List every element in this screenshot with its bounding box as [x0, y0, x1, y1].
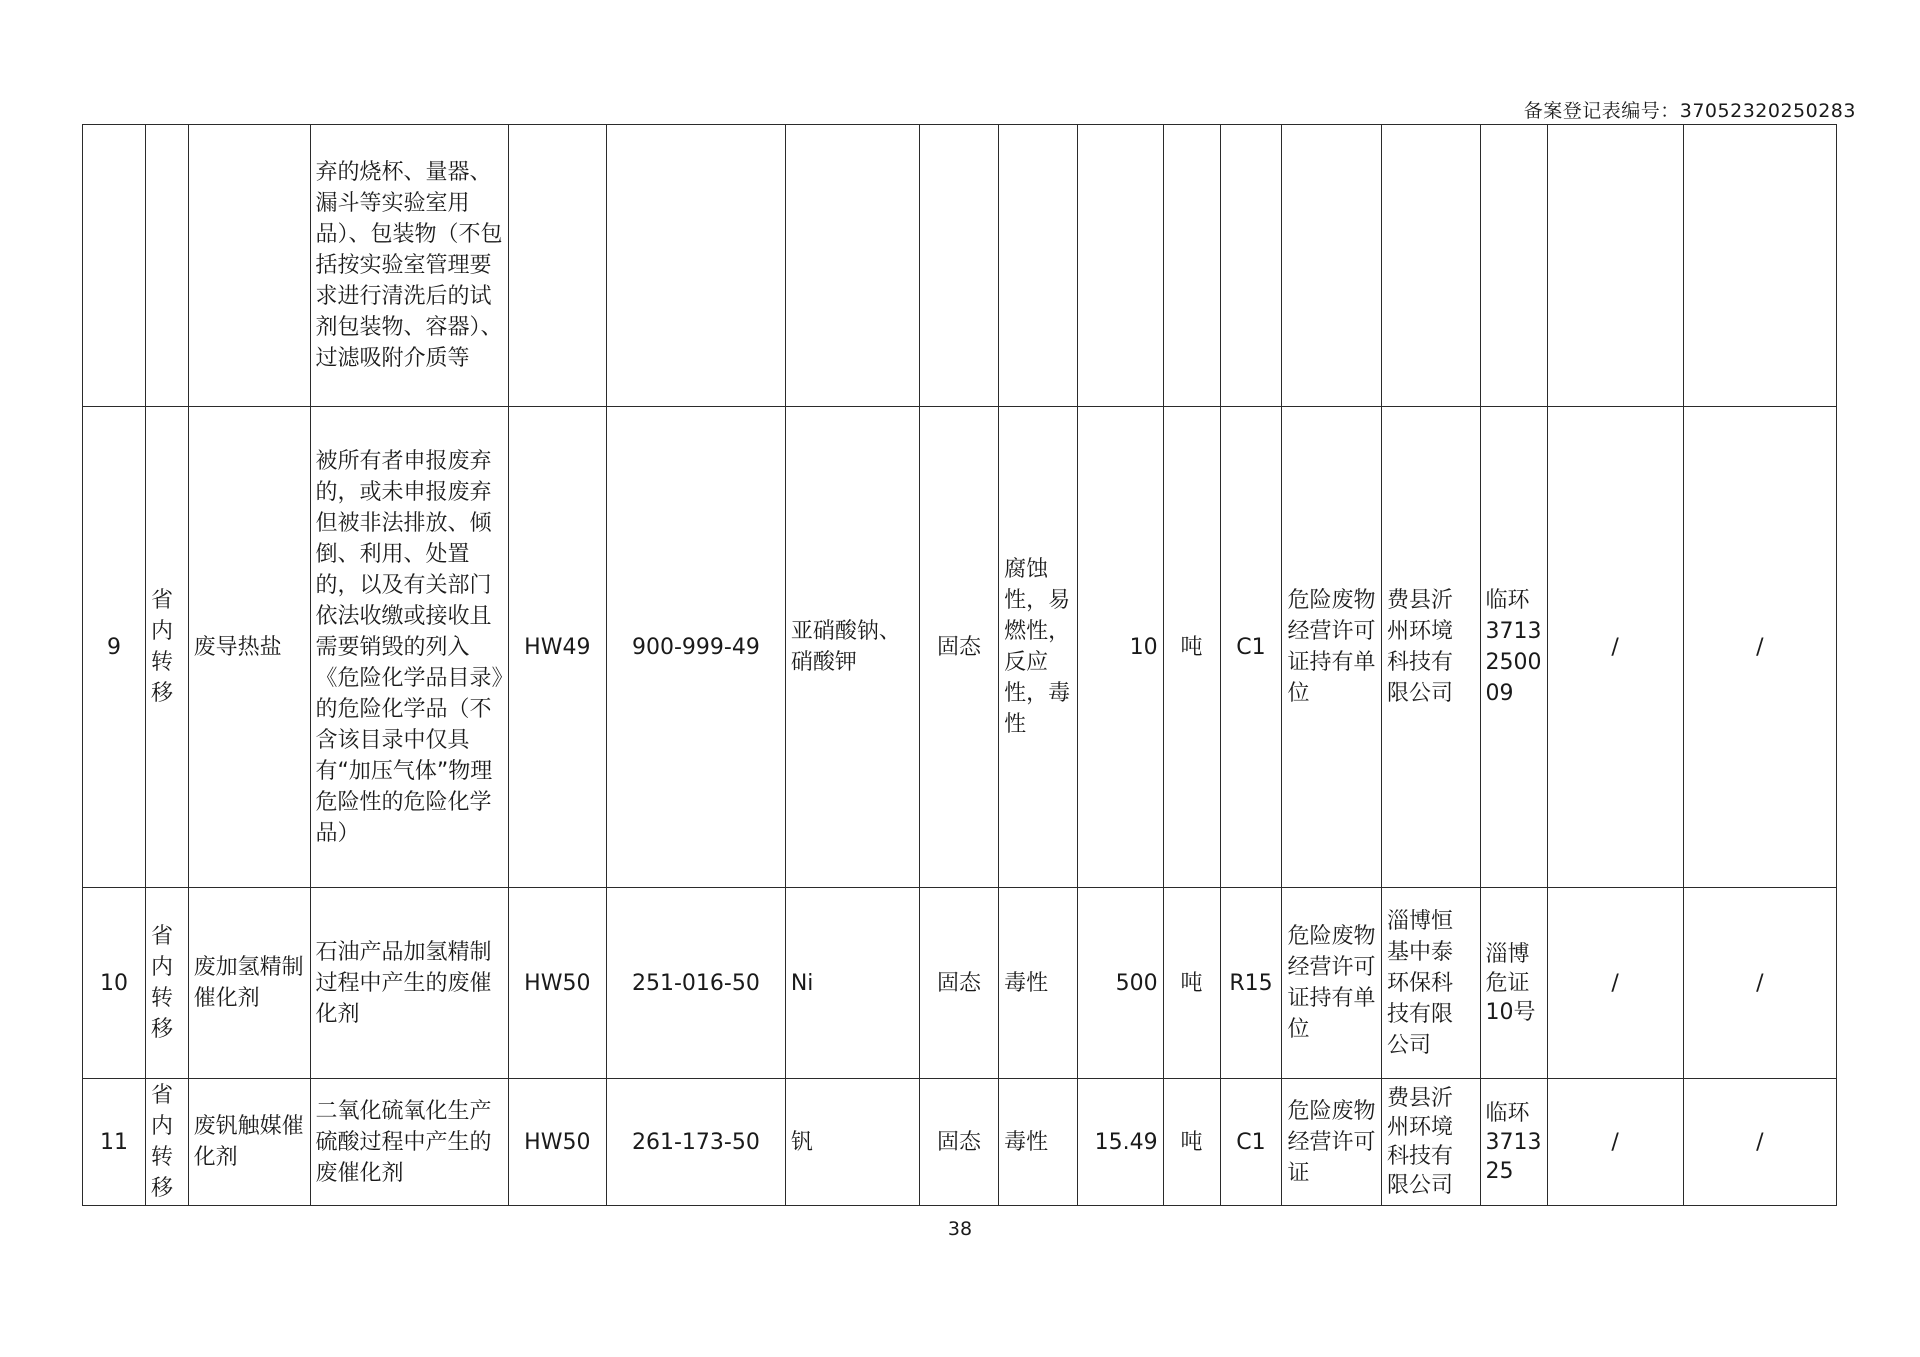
transfer-scope-cell: 省内转移	[145, 888, 188, 1079]
row-number-cell: 11	[83, 1079, 146, 1206]
column-15-cell	[1547, 125, 1683, 407]
table-row	[83, 888, 1837, 1079]
hazard-property-cell: 毒性	[999, 1079, 1078, 1206]
waste-code-cell: 900-999-49	[607, 407, 786, 888]
receiver-name-cell: 费县沂州环境科技有限公司	[1381, 407, 1480, 888]
quantity-cell: 15.49	[1078, 1079, 1163, 1206]
row-number-cell: 10	[83, 888, 146, 1079]
disposal-method-cell: R15	[1220, 888, 1282, 1079]
column-16-cell: /	[1683, 1079, 1836, 1206]
row-number-cell	[83, 125, 146, 407]
column-16-cell: /	[1683, 888, 1836, 1079]
waste-description-cell: 石油产品加氢精制过程中产生的废催化剂	[310, 888, 508, 1079]
unit-cell: 吨	[1163, 888, 1220, 1079]
quantity-cell: 500	[1078, 888, 1163, 1079]
table-row	[83, 1079, 1837, 1206]
waste-description-cell: 弃的烧杯、量器、漏斗等实验室用品）、包装物（不包括按实验室管理要求进行清洗后的试剂包装物、容器）、过滤吸附介质等	[310, 125, 508, 407]
physical-form-cell: 固态	[919, 1079, 998, 1206]
waste-category-cell: HW49	[508, 407, 607, 888]
waste-description-cell: 二氧化硫氧化生产硫酸过程中产生的废催化剂	[310, 1079, 508, 1206]
unit-cell	[1163, 125, 1220, 407]
waste-name-cell: 废加氢精制催化剂	[188, 888, 310, 1079]
license-number-cell: 临环3713250009	[1480, 407, 1547, 888]
hazardous-component-cell: 亚硝酸钠、硝酸钾	[785, 407, 919, 888]
table-row	[83, 407, 1837, 888]
table-row	[83, 125, 1837, 407]
quantity-cell	[1078, 125, 1163, 407]
transfer-scope-cell	[145, 125, 188, 407]
waste-code-cell: 251-016-50	[607, 888, 786, 1079]
registration-code: 备案登记表编号：37052320250283	[1523, 100, 1856, 122]
waste-name-cell: 废导热盐	[188, 407, 310, 888]
hazard-property-cell: 腐蚀性，易燃性，反应性，毒性	[999, 407, 1078, 888]
physical-form-cell: 固态	[919, 407, 998, 888]
hazard-property-cell	[999, 125, 1078, 407]
page-number: 38	[947, 1218, 973, 1240]
transfer-scope-cell: 省内转移	[145, 407, 188, 888]
hazard-property-cell: 毒性	[999, 888, 1078, 1079]
disposal-method-cell: C1	[1220, 407, 1282, 888]
license-number-cell: 临环371325	[1480, 1079, 1547, 1206]
physical-form-cell: 固态	[919, 888, 998, 1079]
unit-cell: 吨	[1163, 407, 1220, 888]
unit-cell: 吨	[1163, 1079, 1220, 1206]
waste-code-cell	[607, 125, 786, 407]
transfer-scope-cell: 省内转移	[145, 1079, 188, 1206]
receiver-type-cell: 危险废物经营许可证持有单位	[1282, 888, 1382, 1079]
disposal-method-cell	[1220, 125, 1282, 407]
waste-name-cell	[188, 125, 310, 407]
column-16-cell	[1683, 125, 1836, 407]
column-15-cell: /	[1547, 888, 1683, 1079]
hazardous-component-cell	[785, 125, 919, 407]
receiver-name-cell: 淄博恒基中泰环保科技有限公司	[1381, 888, 1480, 1079]
waste-category-cell	[508, 125, 607, 407]
column-15-cell: /	[1547, 407, 1683, 888]
waste-category-cell: HW50	[508, 1079, 607, 1206]
quantity-cell: 10	[1078, 407, 1163, 888]
hazardous-waste-table	[82, 124, 1837, 1206]
receiver-name-cell	[1381, 125, 1480, 407]
disposal-method-cell: C1	[1220, 1079, 1282, 1206]
receiver-type-cell: 危险废物经营许可证	[1282, 1079, 1382, 1206]
receiver-type-cell	[1282, 125, 1382, 407]
waste-code-cell: 261-173-50	[607, 1079, 786, 1206]
waste-name-cell: 废钒触媒催化剂	[188, 1079, 310, 1206]
row-number-cell: 9	[83, 407, 146, 888]
waste-category-cell: HW50	[508, 888, 607, 1079]
physical-form-cell	[919, 125, 998, 407]
license-number-cell	[1480, 125, 1547, 407]
hazardous-component-cell: 钒	[785, 1079, 919, 1206]
column-15-cell: /	[1547, 1079, 1683, 1206]
receiver-type-cell: 危险废物经营许可证持有单位	[1282, 407, 1382, 888]
column-16-cell: /	[1683, 407, 1836, 888]
waste-description-cell: 被所有者申报废弃的，或未申报废弃但被非法排放、倾倒、利用、处置的，以及有关部门依法收缴或接收且需要销毁的列入《危险化学品目录》的危险化学品（不含该目录中仅具有“加压气体”物理危险性的危险化学品）	[310, 407, 508, 888]
license-number-cell: 淄博危证10号	[1480, 888, 1547, 1079]
receiver-name-cell: 费县沂州环境科技有限公司	[1381, 1079, 1480, 1206]
hazardous-component-cell: Ni	[785, 888, 919, 1079]
